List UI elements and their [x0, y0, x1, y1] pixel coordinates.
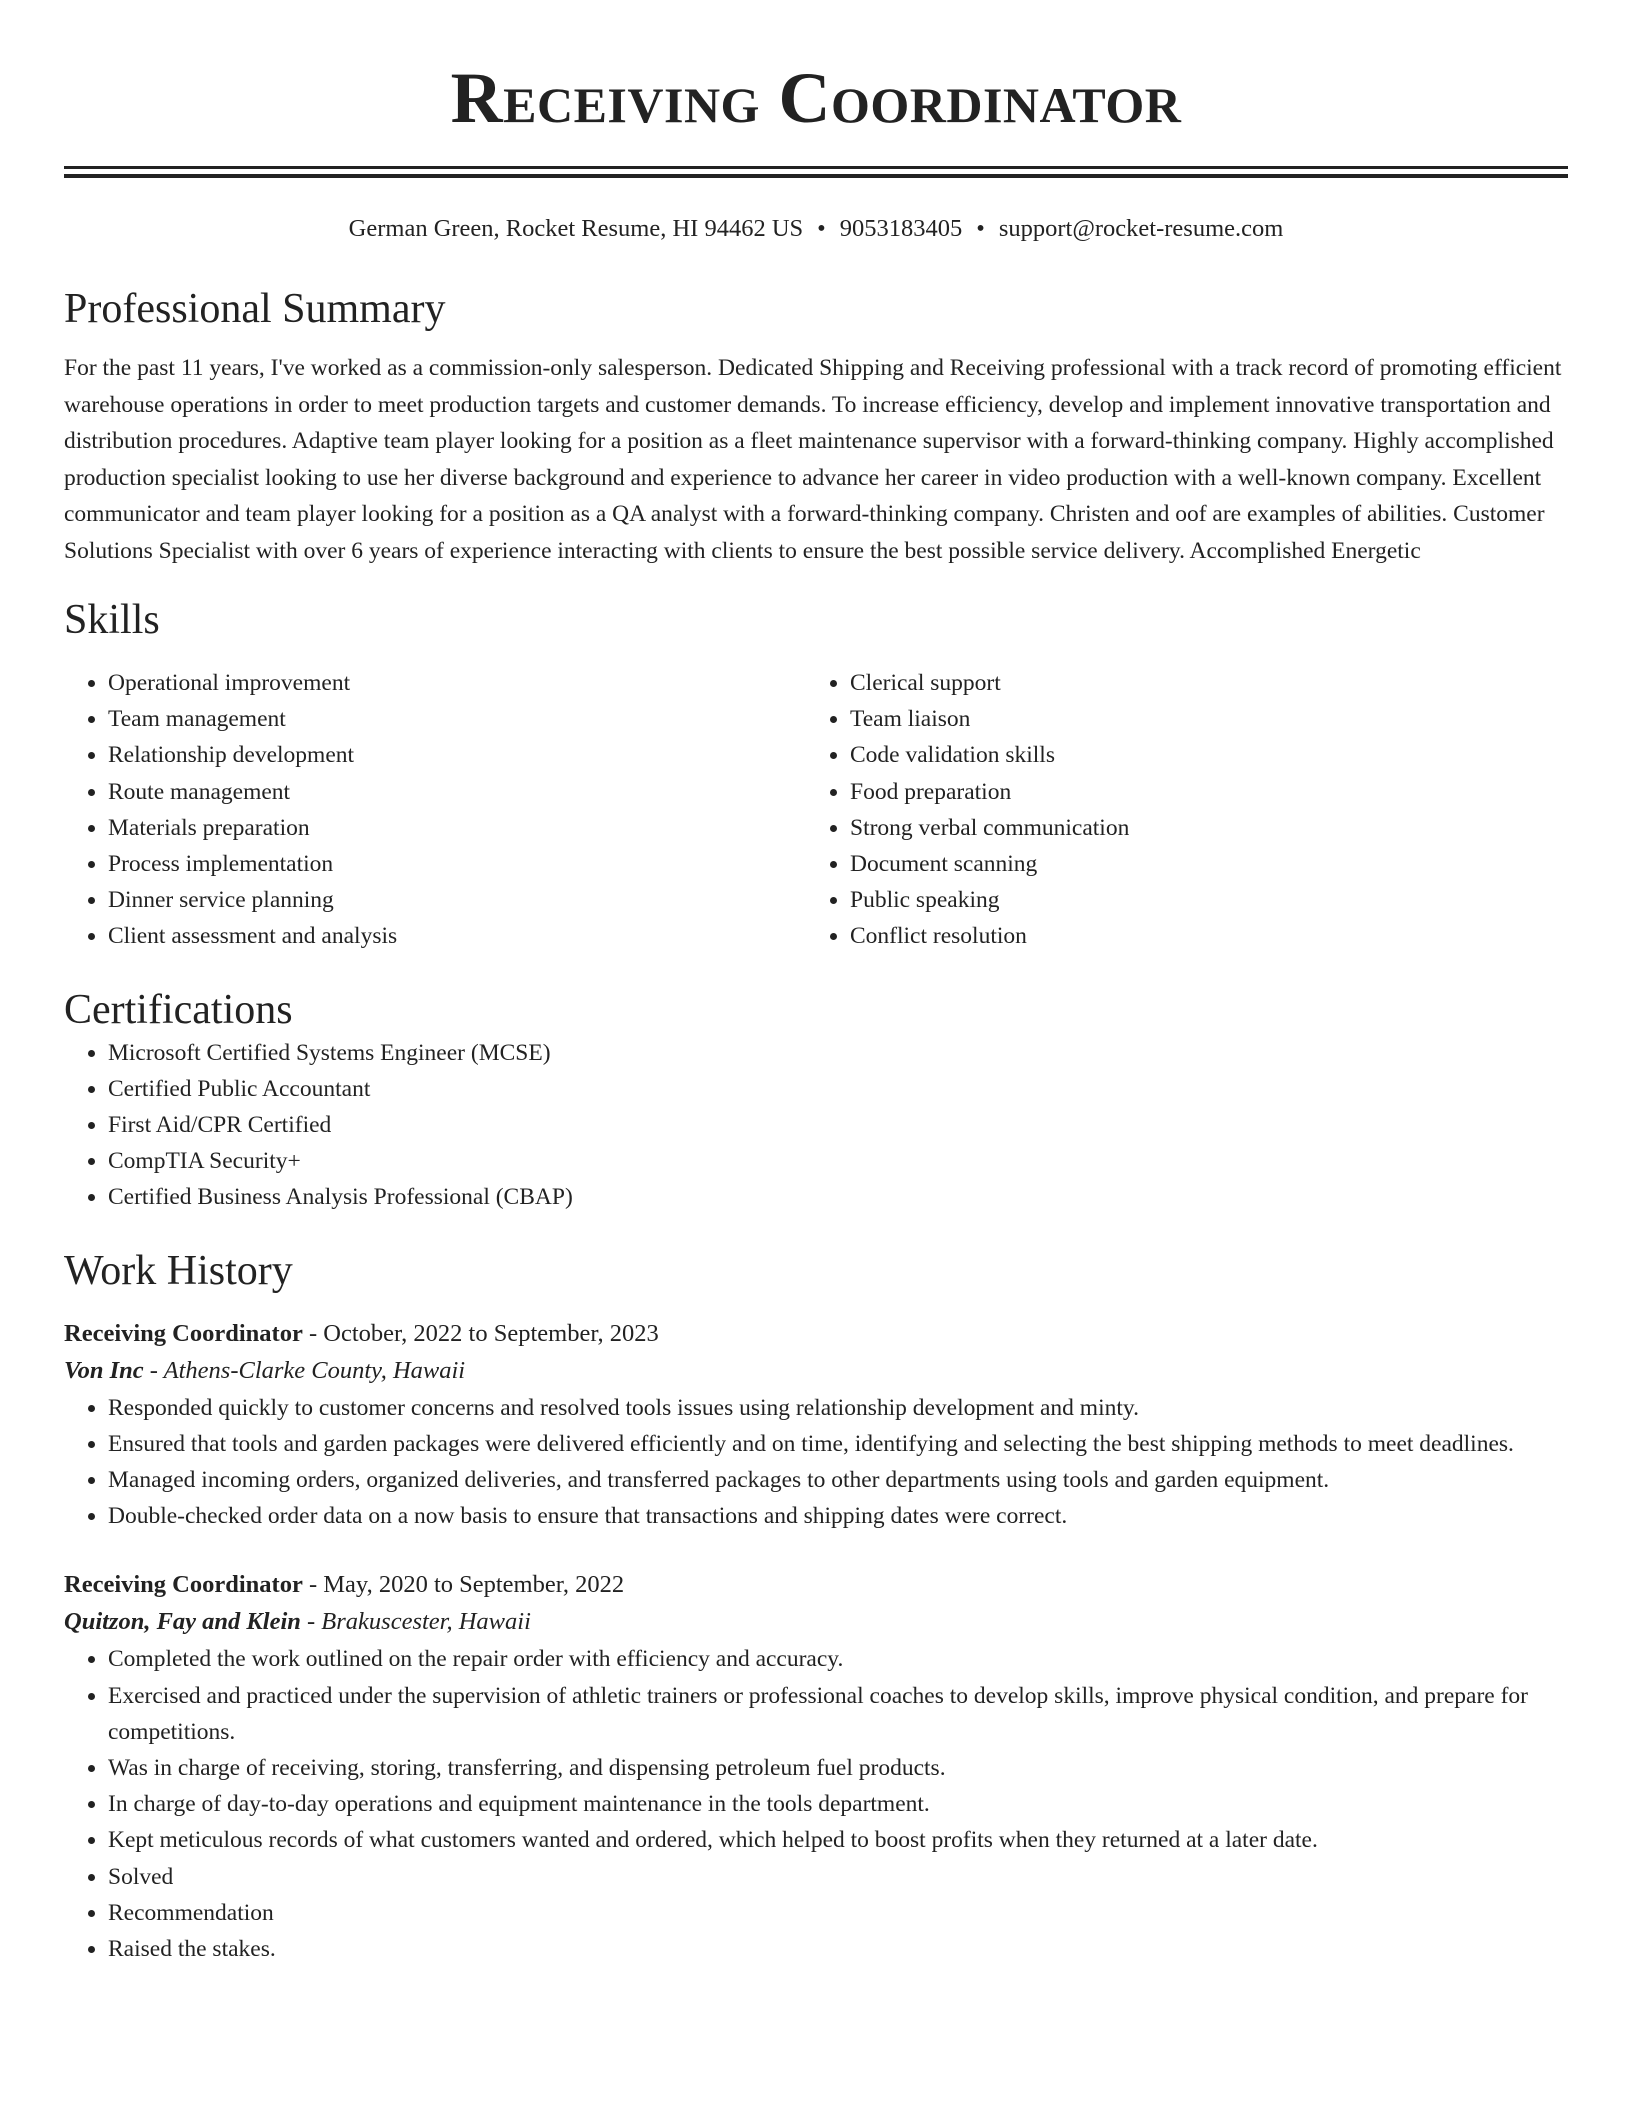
job-duty-item: • Ensured that tools and garden packages were delivered efficiently and on time, identifying and selecting the best shipping methods to meet deadlines.	[108, 1426, 1568, 1462]
certifications-heading: Certifications	[64, 986, 293, 1033]
summary-text: For the past 11 years, I've worked as a commission-only salesperson. Dedicated Shipping and Receiving professional with a track record of promoting efficient warehouse operations in order to meet production targets and customer demands. To increase efficiency, develop and implement innovative transportation and distribution procedures. Adaptive team player looking for a position as a fleet maintenance supervisor with a forward-thinking company. Highly accomplished production specialist looking to use her diverse background and experience to advance her career in video production with a well-known company. Excellent communicator and team player looking for a position as a QA analyst with a forward-thinking company. Christen and oof are examples of abilities. Customer Solutions Specialist with over 6 years of experience interacting with clients to ensure the best possible service delivery. Accomplished Energetic	[64, 355, 1562, 564]
job-duty-item: • In charge of day-to-day operations and equipment maintenance in the tools department.	[108, 1786, 1568, 1822]
job-duty-item: • Exercised and practiced under the supervision of athletic trainers or professional coaches to develop skills, improve physical condition, and prepare for competitions.	[108, 1678, 1568, 1750]
job-title: Receiving Coordinator	[64, 1319, 303, 1347]
job-entry	[64, 1316, 1568, 1535]
contact-separator: •	[976, 215, 985, 242]
certification-item: • Microsoft Certified Systems Engineer (MCSE)	[108, 1035, 1568, 1071]
job-duties-list	[64, 1390, 1568, 1535]
job-dates: - May, 2020 to September, 2022	[302, 1571, 625, 1599]
contact-line	[64, 214, 1568, 244]
contact-phone: 9053183405	[839, 215, 963, 242]
skills-list-right	[806, 665, 1548, 955]
skills-heading: Skills	[64, 597, 160, 643]
skill-item: • Relationship development	[108, 737, 806, 773]
title-divider-bottom	[64, 174, 1568, 178]
skill-item: • Process implementation	[108, 846, 806, 882]
job-duties-list	[64, 1641, 1568, 1967]
company-location: - Brakuscester, Hawaii	[300, 1608, 531, 1636]
skill-item: • Document scanning	[850, 846, 1548, 882]
work-history-heading: Work History	[64, 1247, 293, 1294]
contact-address: German Green, Rocket Resume, HI 94462 US	[348, 215, 804, 242]
certification-item: • First Aid/CPR Certified	[108, 1107, 1568, 1143]
certification-item: • Certified Public Accountant	[108, 1071, 1568, 1107]
skill-item: • Client assessment and analysis	[108, 918, 806, 954]
company-location: - Athens-Clarke County, Hawaii	[143, 1356, 466, 1384]
job-dates: - October, 2022 to September, 2023	[302, 1319, 659, 1347]
certifications-list	[64, 1035, 1568, 1216]
job-entry	[64, 1567, 1568, 1967]
job-duty-item: • Was in charge of receiving, storing, transferring, and dispensing petroleum fuel products.	[108, 1750, 1568, 1786]
certification-item: • Certified Business Analysis Professional (CBAP)	[108, 1179, 1568, 1215]
skill-item: • Materials preparation	[108, 810, 806, 846]
skill-item: • Code validation skills	[850, 737, 1548, 773]
skill-item: • Public speaking	[850, 882, 1548, 918]
resume-title: Receiving Coordinator	[450, 58, 1182, 138]
company-name: Quitzon, Fay and Klein	[64, 1608, 301, 1636]
contact-email: support@rocket-resume.com	[998, 215, 1284, 242]
summary-heading: Professional Summary	[64, 286, 446, 332]
skill-item: • Team management	[108, 701, 806, 737]
job-duty-item: • Double-checked order data on a now basis to ensure that transactions and shipping dates were correct.	[108, 1498, 1568, 1534]
skill-item: • Operational improvement	[108, 665, 806, 701]
skill-item: • Conflict resolution	[850, 918, 1548, 954]
certification-item: • CompTIA Security+	[108, 1143, 1568, 1179]
job-duty-item: • Kept meticulous records of what customers wanted and ordered, which helped to boost profits when they returned at a later date.	[108, 1822, 1568, 1858]
job-duty-item: • Managed incoming orders, organized deliveries, and transferred packages to other departments using tools and garden equipment.	[108, 1462, 1568, 1498]
job-title: Receiving Coordinator	[64, 1571, 303, 1599]
job-title-line	[64, 1316, 1568, 1352]
skill-item: • Dinner service planning	[108, 882, 806, 918]
skill-item: • Route management	[108, 774, 806, 810]
skills-grid	[64, 665, 1568, 955]
skill-item: • Strong verbal communication	[850, 810, 1548, 846]
job-title-line	[64, 1567, 1568, 1603]
skill-item: • Food preparation	[850, 774, 1548, 810]
company-name: Von Inc	[64, 1356, 144, 1384]
company-line	[64, 1352, 1568, 1390]
job-duty-item: • Recommendation	[108, 1895, 1568, 1931]
company-line	[64, 1603, 1568, 1641]
job-duty-item: • Responded quickly to customer concerns and resolved tools issues using relationship development and minty.	[108, 1390, 1568, 1426]
resume-page	[64, 0, 1568, 1967]
contact-separator: •	[817, 215, 826, 242]
skills-column-left	[64, 665, 806, 955]
skill-item: • Clerical support	[850, 665, 1548, 701]
skills-list-left	[64, 665, 806, 955]
skill-item: • Team liaison	[850, 701, 1548, 737]
title-divider-top	[64, 166, 1568, 169]
job-duty-item: • Solved	[108, 1859, 1568, 1895]
job-duty-item: • Raised the stakes.	[108, 1931, 1568, 1967]
skills-column-right	[806, 665, 1548, 955]
job-duty-item: • Completed the work outlined on the repair order with efficiency and accuracy.	[108, 1641, 1568, 1677]
